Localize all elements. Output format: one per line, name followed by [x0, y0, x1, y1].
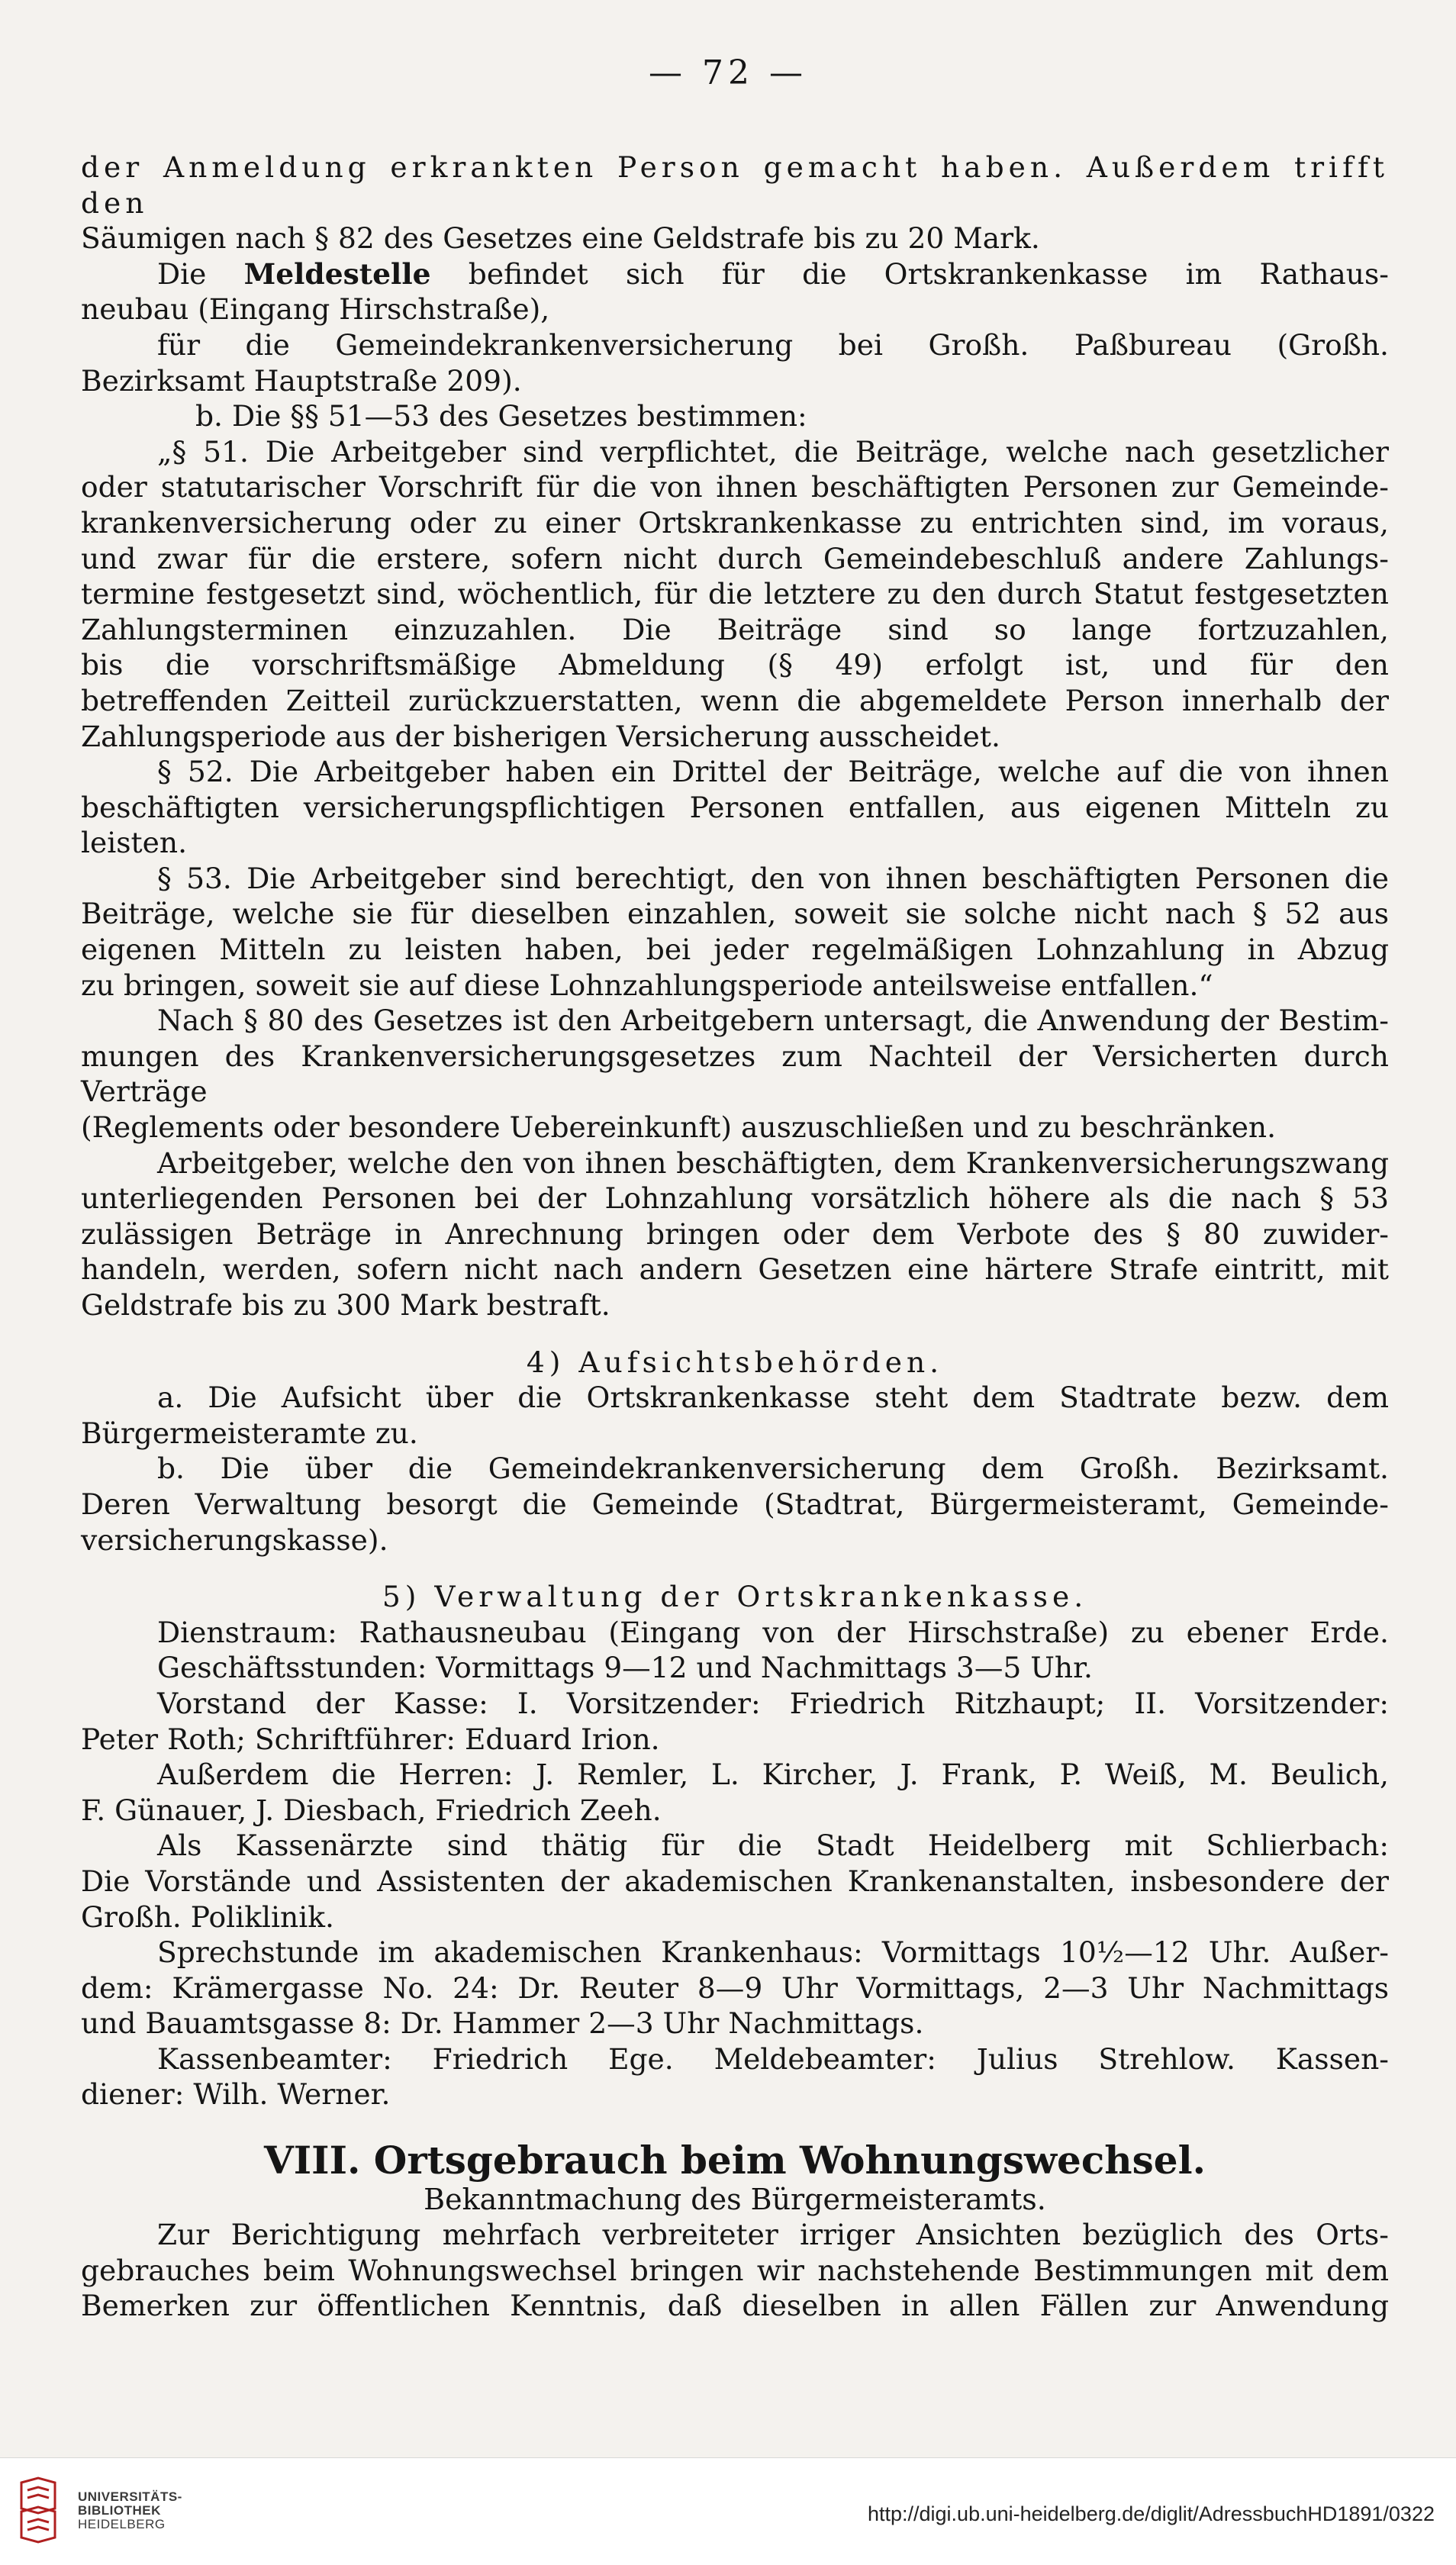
text-line: Als Kassenärzte sind thätig für die Stadt Heidelberg mit Schlierbach: [157, 1829, 1389, 1863]
footer-bar [0, 2457, 1456, 2565]
text-line: Zahlungsterminen einzuzahlen. Die Beiträge sind so lange fortzuzahlen, [81, 612, 1389, 646]
chapter-subheading: Bekanntmachung des Bürgermeisteramts. [424, 2182, 1046, 2216]
text-line: Zur Berichtigung mehrfach verbreiteter irriger Ansichten bezüglich des Orts- [157, 2218, 1389, 2252]
text-line: beschäftigten versicherungspflichtigen Personen entfallen, aus eigenen Mitteln zu leisten. [81, 790, 1389, 860]
section-heading-aufsicht: 4) Aufsichtsbehörden. [526, 1345, 944, 1379]
text-line: handeln, werden, sofern nicht nach andern Gesetzen eine härtere Strafe eintritt, mit [81, 1252, 1389, 1287]
text-line: Vorstand der Kasse: I. Vorsitzender: Friedrich Ritzhaupt; II. Vorsitzender: [157, 1686, 1389, 1720]
text-line: der Anmeldung erkrankten Person gemacht haben. Außerdem trifft den [81, 150, 1389, 220]
text-line: unterliegenden Personen bei der Lohnzahlung vorsätzlich höhere als die nach § 53 [81, 1181, 1389, 1216]
text-line: Bezirksamt Hauptstraße 209). [81, 363, 522, 398]
page-number: — 72 — [649, 53, 807, 92]
chapter-heading-viii: VIII. Ortsgebrauch beim Wohnungswechsel. [264, 2138, 1206, 2183]
text-span: Die [157, 256, 244, 291]
section-krankenversicherung-text [81, 150, 1389, 2324]
source-url-link[interactable]: http://digi.ub.uni-heidelberg.de/diglit/AdressbuchHD1891/0322 [867, 2502, 1435, 2525]
library-name-line: UNIVERSITÄTS- [78, 2489, 182, 2504]
text-line: b. Die §§ 51—53 des Gesetzes bestimmen: [195, 399, 807, 433]
text-line: Arbeitgeber, welche den von ihnen beschäftigten, dem Krankenversicherungszwang [157, 1146, 1389, 1180]
library-name-line: HEIDELBERG [78, 2517, 166, 2531]
text-line: dem: Krämergasse No. 24: Dr. Reuter 8—9 Uhr Vormittags, 2—3 Uhr Nachmittags [81, 1970, 1389, 2005]
text-line: Säumigen nach § 82 des Gesetzes eine Geldstrafe bis zu 20 Mark. [81, 221, 1040, 256]
text-line: Beiträge, welche sie für dieselben einzahlen, soweit sie solche nicht nach § 52 aus [81, 897, 1389, 931]
text-line: krankenversicherung oder zu einer Ortskrankenkasse zu entrichten sind, im voraus, [81, 505, 1389, 540]
text-line: a. Die Aufsicht über die Ortskrankenkasse steht dem Stadtrate bezw. dem [157, 1381, 1389, 1415]
text-line: Bemerken zur öffentlichen Kenntnis, daß dieselben in allen Fällen zur Anwendung [81, 2289, 1389, 2323]
text-line: Die Vorstände und Assistenten der akademischen Krankenanstalten, insbesondere der [81, 1864, 1389, 1898]
text-line: „§ 51. Die Arbeitgeber sind verpflichtet, die Beiträge, welche nach gesetzlicher [157, 434, 1389, 469]
text-line: eigenen Mitteln zu leisten haben, bei jeder regelmäßigen Lohnzahlung in Abzug [81, 933, 1389, 967]
text-line: Deren Verwaltung besorgt die Gemeinde (Stadtrat, Bürgermeisteramt, Gemeinde- [81, 1487, 1389, 1521]
text-line: Großh. Poliklinik. [81, 1900, 334, 1934]
text-line: für die Gemeindekrankenversicherung bei Großh. Paßbureau (Großh. [157, 327, 1389, 362]
text-line: zulässigen Beträge in Anrechnung bringen oder dem Verbote des § 80 zuwider- [81, 1216, 1389, 1251]
section-heading-verwaltung: 5) Verwaltung der Ortskrankenkasse. [382, 1580, 1088, 1614]
meldestelle-label: Meldestelle [243, 256, 431, 291]
text-line: Außerdem die Herren: J. Remler, L. Kircher, J. Frank, P. Weiß, M. Beulich, [157, 1758, 1389, 1792]
text-line: betreffenden Zeitteil zurückzuerstatten, wenn die abgemeldete Person innerhalb der [81, 683, 1389, 717]
library-name-line: BIBLIOTHEK [78, 2503, 161, 2518]
text-line: b. Die über die Gemeindekrankenversicherung dem Großh. Bezirksamt. [157, 1452, 1389, 1486]
text-line: F. Günauer, J. Diesbach, Friedrich Zeeh. [81, 1793, 662, 1827]
spacer [81, 1558, 1389, 1579]
text-line: und zwar für die erstere, sofern nicht durch Gemeindebeschluß andere Zahlungs- [81, 541, 1389, 575]
text-line: Geschäftsstunden: Vormittags 9—12 und Nachmittags 3—5 Uhr. [157, 1651, 1093, 1685]
text-line: Geldstrafe bis zu 300 Mark bestraft. [81, 1288, 610, 1322]
text-line: Dienstraum: Rathausneubau (Eingang von der Hirschstraße) zu ebener Erde. [157, 1615, 1389, 1649]
text-line: § 53. Die Arbeitgeber sind berechtigt, den von ihnen beschäftigten Personen die [157, 861, 1389, 895]
text-line: Zahlungsperiode aus der bisherigen Versicherung ausscheidet. [81, 719, 1000, 753]
text-line: bis die vorschriftsmäßige Abmeldung (§ 49) erfolgt ist, und für den [81, 648, 1389, 682]
text-line: Bürgermeisteramte zu. [81, 1416, 418, 1450]
text-line: Sprechstunde im akademischen Krankenhaus: Vormittags 10½—12 Uhr. Außer- [157, 1935, 1389, 1970]
text-line: diener: Wilh. Werner. [81, 2077, 391, 2112]
text-line [81, 256, 1389, 292]
text-line: versicherungskasse). [81, 1523, 388, 1557]
text-line: und Bauamtsgasse 8: Dr. Hammer 2—3 Uhr Nachmittags. [81, 2006, 924, 2041]
text-line: Peter Roth; Schriftführer: Eduard Irion. [81, 1722, 660, 1756]
text-line: § 52. Die Arbeitgeber haben ein Drittel der Beiträge, welche auf die von ihnen [157, 755, 1389, 789]
spacer [81, 1323, 1389, 1345]
library-logo-icon [17, 2475, 60, 2545]
text-line: oder statutarischer Vorschrift für die von ihnen beschäftigten Personen zur Gemeinde- [81, 470, 1389, 504]
text-line: (Reglements oder besondere Uebereinkunft) auszuschließen und zu beschränken. [81, 1110, 1277, 1145]
text-line: gebrauches beim Wohnungswechsel bringen wir nachstehende Bestimmungen mit dem [81, 2253, 1389, 2287]
library-name [78, 2490, 182, 2531]
text-line: termine festgesetzt sind, wöchentlich, für die letztere zu den durch Statut festgesetzten [81, 577, 1389, 611]
text-line: neubau (Eingang Hirschstraße), [81, 292, 550, 327]
text-span: befindet sich für die Ortskrankenkasse im Rathaus- [430, 256, 1389, 291]
text-line: mungen des Krankenversicherungsgesetzes zum Nachteil der Versicherten durch Verträge [81, 1039, 1389, 1109]
text-line: Kassenbeamter: Friedrich Ege. Meldebeamter: Julius Strehlow. Kassen- [157, 2041, 1389, 2076]
text-line: Nach § 80 des Gesetzes ist den Arbeitgebern untersagt, die Anwendung der Bestim- [157, 1004, 1389, 1038]
text-line: zu bringen, soweit sie auf diese Lohnzahlungsperiode anteilsweise entfallen.“ [81, 968, 1213, 1002]
